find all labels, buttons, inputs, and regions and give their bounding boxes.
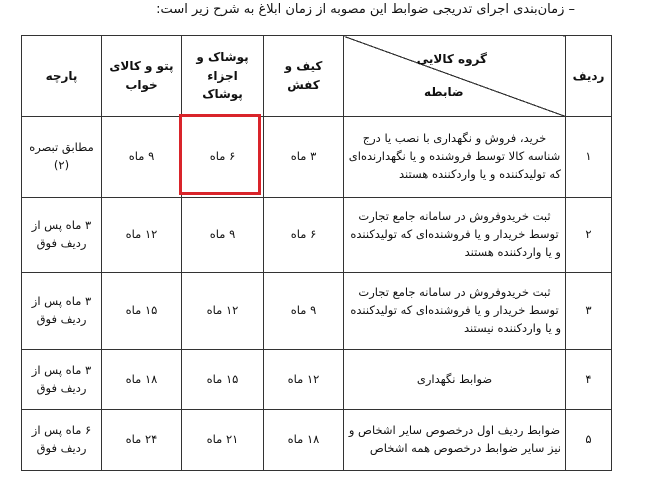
header-clothing: پوشاک و اجزاء پوشاک [182,36,264,117]
row-fabric: ۶ ماه پس از ردیف فوق [22,410,102,471]
header-bedding: پتو و کالای خواب [102,36,182,117]
header-fabric: پارچه [22,36,102,117]
row-rule: ثبت خریدوفروش در سامانه جامع تجارت توسط خریدار و یا فروشنده‌ای که تولیدکننده و یا واردکننده نیستند [344,273,566,350]
header-rule: ضابطه [424,85,464,100]
table-row [22,198,612,273]
row-clothing: ۱۲ ماه [182,273,264,350]
row-bags-shoes: ۳ ماه [264,117,344,198]
row-clothing: ۱۵ ماه [182,350,264,410]
row-fabric: ۳ ماه پس از ردیف فوق [22,273,102,350]
row-bedding: ۱۵ ماه [102,273,182,350]
row-index: ۲ [566,198,612,273]
row-fabric: ۳ ماه پس از ردیف فوق [22,198,102,273]
row-rule: خرید، فروش و نگهداری با نصب یا درج شناسه کالا توسط فروشنده و یا نگهدارنده‌ای که تولیدکننده و یا واردکننده هستند [344,117,566,198]
row-fabric: مطابق تبصره (۲) [22,117,102,198]
row-bags-shoes: ۶ ماه [264,198,344,273]
intro-text: – زمان‌بندی اجرای تدریجی ضوابط این مصوبه از زمان ابلاغ به شرح زیر است: [156,2,575,17]
header-bags-shoes: کیف و کفش [264,36,344,117]
row-clothing: ۲۱ ماه [182,410,264,471]
row-bedding: ۱۲ ماه [102,198,182,273]
header-row-index: ردیف [566,36,612,117]
schedule-table [21,35,612,471]
row-fabric: ۳ ماه پس از ردیف فوق [22,350,102,410]
header-goods-group-rule [344,36,566,117]
table-row [22,410,612,471]
table-row [22,273,612,350]
row-bags-shoes: ۱۸ ماه [264,410,344,471]
row-rule: ثبت خریدوفروش در سامانه جامع تجارت توسط خریدار و یا فروشنده‌ای که تولیدکننده و یا واردکننده هستند [344,198,566,273]
row-bedding: ۲۴ ماه [102,410,182,471]
table-header-row [22,36,612,117]
row-bags-shoes: ۱۲ ماه [264,350,344,410]
row-index: ۱ [566,117,612,198]
row-index: ۳ [566,273,612,350]
row-bedding: ۱۸ ماه [102,350,182,410]
header-goods-group: گروه کالایی [416,52,487,66]
row-rule: ضوابط ردیف اول درخصوص سایر اشخاص و نیز سایر ضوابط درخصوص همه اشخاص [344,410,566,471]
table-row [22,350,612,410]
row-clothing: ۶ ماه [182,117,264,198]
row-rule: ضوابط نگهداری [344,350,566,410]
table-row [22,117,612,198]
row-clothing: ۹ ماه [182,198,264,273]
row-bedding: ۹ ماه [102,117,182,198]
row-bags-shoes: ۹ ماه [264,273,344,350]
row-index: ۴ [566,350,612,410]
row-index: ۵ [566,410,612,471]
